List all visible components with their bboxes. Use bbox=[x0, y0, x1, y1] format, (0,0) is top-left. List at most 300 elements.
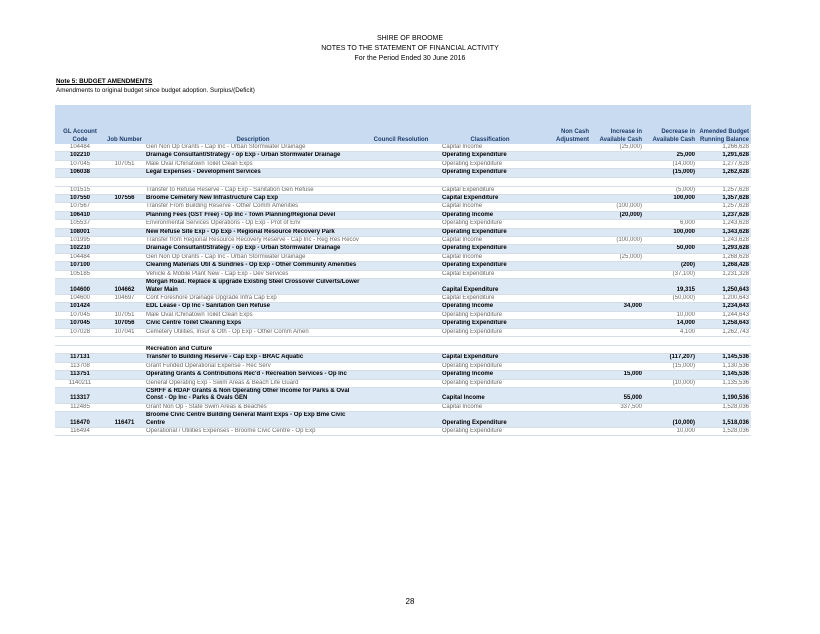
description-cell: Drainage Consultant/Strategy - op Exp - Urban Stormwater Drainage bbox=[144, 245, 362, 253]
balance-cell: 1,257,628 bbox=[697, 186, 751, 194]
table-row bbox=[55, 220, 751, 228]
decrease-cell bbox=[644, 211, 697, 219]
job-number-cell: 107556 bbox=[105, 195, 144, 203]
council-resolution-cell bbox=[362, 253, 440, 261]
non-cash-cell bbox=[540, 328, 591, 336]
gl-code-cell: 107100 bbox=[55, 262, 105, 270]
council-resolution-cell bbox=[362, 195, 440, 203]
classification-cell: Capital Income bbox=[440, 203, 540, 211]
classification-cell: Operating Expenditure bbox=[440, 220, 540, 228]
balance-cell: 1,190,536 bbox=[697, 387, 751, 403]
note-subtitle: Amendments to original budget since budget adoption. Surplus/(Deficit) bbox=[56, 87, 255, 94]
gl-code-cell: 107045 bbox=[55, 311, 105, 319]
job-number-cell: 104662 bbox=[105, 279, 144, 295]
non-cash-cell bbox=[540, 387, 591, 403]
gl-code-cell: 107045 bbox=[55, 160, 105, 168]
gl-code-cell: 104600 bbox=[55, 294, 105, 302]
decrease-cell: (50,000) bbox=[644, 294, 697, 302]
table-row bbox=[55, 303, 751, 311]
non-cash-cell bbox=[540, 303, 591, 311]
table-row bbox=[55, 311, 751, 319]
balance-cell: 1,200,643 bbox=[697, 294, 751, 302]
balance-cell: 1,262,743 bbox=[697, 328, 751, 336]
description-cell: Transfer From Building Reserve - Other Comm Amenities bbox=[144, 203, 362, 211]
gl-code-cell: 102210 bbox=[55, 245, 105, 253]
decrease-cell bbox=[644, 144, 697, 152]
empty-cell bbox=[362, 177, 440, 186]
classification-cell: Capital Income bbox=[440, 387, 540, 403]
table-row bbox=[55, 412, 751, 428]
description-cell: Broome Cemetery New Infrastructure Cap Exp bbox=[144, 195, 362, 203]
empty-cell bbox=[144, 177, 362, 186]
decrease-cell: 6,000 bbox=[644, 220, 697, 228]
decrease-cell bbox=[644, 253, 697, 261]
gl-code-cell: 106038 bbox=[55, 169, 105, 177]
report-title: NOTES TO THE STATEMENT OF FINANCIAL ACTIVITY bbox=[321, 45, 499, 52]
council-resolution-cell bbox=[362, 262, 440, 270]
balance-cell: 1,234,643 bbox=[697, 303, 751, 311]
table-row bbox=[55, 371, 751, 379]
empty-cell bbox=[362, 336, 440, 345]
council-resolution-cell bbox=[362, 371, 440, 379]
empty-cell bbox=[644, 336, 697, 345]
job-number-cell bbox=[105, 428, 144, 436]
increase-cell: 55,000 bbox=[591, 387, 644, 403]
increase-cell bbox=[591, 169, 644, 177]
council-resolution-cell bbox=[362, 403, 440, 411]
description-cell: Vehicle & Mobile Plant New - Cap Exp - Dev Services bbox=[144, 270, 362, 278]
balance-cell: 1,231,328 bbox=[697, 270, 751, 278]
description-cell: Cleaning Materials Util & Sundries - Op Exp - Other Community Amenities bbox=[144, 262, 362, 270]
job-number-cell bbox=[105, 203, 144, 211]
increase-cell bbox=[591, 220, 644, 228]
non-cash-cell bbox=[540, 144, 591, 152]
col-council-resolution: Council Resolution bbox=[362, 105, 440, 144]
job-number-cell bbox=[105, 371, 144, 379]
empty-cell bbox=[55, 336, 105, 345]
council-resolution-cell bbox=[362, 270, 440, 278]
gl-code-cell: 107045 bbox=[55, 320, 105, 328]
non-cash-cell bbox=[540, 203, 591, 211]
classification-cell: Capital Expenditure bbox=[440, 195, 540, 203]
table-row bbox=[55, 345, 751, 353]
job-number-cell: 107051 bbox=[105, 311, 144, 319]
table-row bbox=[55, 237, 751, 245]
empty-cell bbox=[697, 336, 751, 345]
council-resolution-cell bbox=[362, 387, 440, 403]
decrease-cell: (5,000) bbox=[644, 186, 697, 194]
increase-cell bbox=[591, 270, 644, 278]
classification-cell: Operating Expenditure bbox=[440, 328, 540, 336]
table-row bbox=[55, 169, 751, 177]
classification-cell: Operating Income bbox=[440, 303, 540, 311]
non-cash-cell bbox=[540, 345, 591, 353]
balance-cell: 1,250,643 bbox=[697, 279, 751, 295]
balance-cell: 1,243,628 bbox=[697, 220, 751, 228]
classification-cell: Operating Expenditure bbox=[440, 412, 540, 428]
increase-cell bbox=[591, 279, 644, 295]
report-period: For the Period Ended 30 June 2016 bbox=[354, 55, 466, 62]
table-row bbox=[55, 387, 751, 403]
non-cash-cell bbox=[540, 262, 591, 270]
council-resolution-cell bbox=[362, 279, 440, 295]
decrease-cell: (10,000) bbox=[644, 379, 697, 387]
description-cell: Planning Fees (GST Free) - Op Inc - Town Planning/Regional Devel bbox=[144, 211, 362, 219]
gl-code-cell: 105185 bbox=[55, 270, 105, 278]
decrease-cell: (37,100) bbox=[644, 270, 697, 278]
classification-cell: Capital Expenditure bbox=[440, 186, 540, 194]
balance-cell: 1,268,628 bbox=[697, 253, 751, 261]
decrease-cell: (200) bbox=[644, 262, 697, 270]
classification-cell: Operating Expenditure bbox=[440, 362, 540, 370]
job-number-cell bbox=[105, 303, 144, 311]
table-row bbox=[55, 328, 751, 336]
council-resolution-cell bbox=[362, 294, 440, 302]
col-description: Description bbox=[144, 105, 362, 144]
non-cash-cell bbox=[540, 220, 591, 228]
increase-cell bbox=[591, 195, 644, 203]
table-row bbox=[55, 245, 751, 253]
non-cash-cell bbox=[540, 279, 591, 295]
increase-cell bbox=[591, 354, 644, 362]
empty-cell bbox=[105, 177, 144, 186]
job-number-cell bbox=[105, 220, 144, 228]
classification-cell: Capital Expenditure bbox=[440, 279, 540, 295]
table-header-row bbox=[55, 105, 751, 144]
description-cell: Transfer from Regional Resource Recovery Reserve - Cap Inc - Reg Res Recov bbox=[144, 237, 362, 245]
description-cell: Cont Foreshore Drainage Upgrade Infra Cap Exp bbox=[144, 294, 362, 302]
classification-cell: Operating Expenditure bbox=[440, 169, 540, 177]
increase-cell bbox=[591, 160, 644, 168]
description-cell: General Operating Exp - Swim Areas & Beach Life Guard bbox=[144, 379, 362, 387]
council-resolution-cell bbox=[362, 328, 440, 336]
empty-cell bbox=[697, 177, 751, 186]
empty-cell bbox=[440, 336, 540, 345]
council-resolution-cell bbox=[362, 362, 440, 370]
decrease-cell: 14,000 bbox=[644, 320, 697, 328]
increase-cell bbox=[591, 186, 644, 194]
empty-cell bbox=[55, 177, 105, 186]
balance-cell: 1,130,536 bbox=[697, 362, 751, 370]
balance-cell: 1,145,536 bbox=[697, 354, 751, 362]
gl-code-cell: 107550 bbox=[55, 195, 105, 203]
classification-cell: Operating Expenditure bbox=[440, 311, 540, 319]
decrease-cell: 4,100 bbox=[644, 328, 697, 336]
balance-cell: 1,268,428 bbox=[697, 262, 751, 270]
increase-cell bbox=[591, 379, 644, 387]
description-cell: Grant Non Op - State Swim Areas & Beaches bbox=[144, 403, 362, 411]
gl-code-cell: 104600 bbox=[55, 279, 105, 295]
gl-code-cell: 107028 bbox=[55, 328, 105, 336]
balance-cell: 1,357,628 bbox=[697, 195, 751, 203]
table-row bbox=[55, 203, 751, 211]
empty-cell bbox=[540, 336, 591, 345]
decrease-cell: 100,000 bbox=[644, 228, 697, 236]
job-number-cell bbox=[105, 237, 144, 245]
balance-cell: 1,528,036 bbox=[697, 428, 751, 436]
decrease-cell bbox=[644, 203, 697, 211]
description-cell: Gen Non Op Grants - Cap Inc - Urban Stormwater Drainage bbox=[144, 144, 362, 152]
decrease-cell: 10,000 bbox=[644, 428, 697, 436]
description-cell: Morgan Road. Replace & upgrade Existing Steel Crossover Culverts/Lower Water Main bbox=[144, 279, 362, 295]
table-row bbox=[55, 270, 751, 278]
decrease-cell: 19,315 bbox=[644, 279, 697, 295]
gl-code-cell: 101424 bbox=[55, 303, 105, 311]
empty-cell bbox=[105, 336, 144, 345]
note-title: Note 5: BUDGET AMENDMENTS bbox=[56, 78, 153, 85]
non-cash-cell bbox=[540, 371, 591, 379]
decrease-cell bbox=[644, 345, 697, 353]
empty-cell bbox=[591, 336, 644, 345]
balance-cell: 1,258,643 bbox=[697, 320, 751, 328]
job-number-cell bbox=[105, 144, 144, 152]
empty-cell bbox=[440, 177, 540, 186]
description-cell: CSRFF & RDAF Grants & Non Operating Other Income for Parks & Oval Const - Op Inc - Parks & Ovals GEN bbox=[144, 387, 362, 403]
council-resolution-cell bbox=[362, 354, 440, 362]
council-resolution-cell bbox=[362, 169, 440, 177]
non-cash-cell bbox=[540, 186, 591, 194]
increase-cell bbox=[591, 412, 644, 428]
balance-cell: 1,343,628 bbox=[697, 228, 751, 236]
increase-cell bbox=[591, 294, 644, 302]
table-row bbox=[55, 279, 751, 295]
table-row bbox=[55, 228, 751, 236]
gl-code-cell bbox=[55, 345, 105, 353]
description-cell: Male Oval /Chinatown Toilet Clean Exps bbox=[144, 160, 362, 168]
classification-cell: Operating Expenditure bbox=[440, 379, 540, 387]
job-number-cell bbox=[105, 262, 144, 270]
increase-cell bbox=[591, 228, 644, 236]
job-number-cell: 107041 bbox=[105, 328, 144, 336]
non-cash-cell bbox=[540, 169, 591, 177]
non-cash-cell bbox=[540, 428, 591, 436]
description-cell: Transfer to Refuse Reserve - Cap Exp - Sanitation Gen Refuse bbox=[144, 186, 362, 194]
non-cash-cell bbox=[540, 253, 591, 261]
gl-code-cell: 102210 bbox=[55, 152, 105, 160]
gl-code-cell: 107567 bbox=[55, 203, 105, 211]
table-row bbox=[55, 403, 751, 411]
table-row bbox=[55, 320, 751, 328]
job-number-cell bbox=[105, 152, 144, 160]
non-cash-cell bbox=[540, 403, 591, 411]
empty-cell bbox=[644, 177, 697, 186]
table-row bbox=[55, 160, 751, 168]
council-resolution-cell bbox=[362, 203, 440, 211]
council-resolution-cell bbox=[362, 245, 440, 253]
classification-cell: Operating Income bbox=[440, 211, 540, 219]
non-cash-cell bbox=[540, 245, 591, 253]
increase-cell bbox=[591, 345, 644, 353]
col-balance: Amended Budget Running Balance bbox=[697, 105, 751, 144]
balance-cell: 1,277,628 bbox=[697, 160, 751, 168]
job-number-cell bbox=[105, 186, 144, 194]
org-name: SHIRE OF BROOME bbox=[376, 35, 444, 42]
empty-cell bbox=[591, 177, 644, 186]
classification-cell bbox=[440, 345, 540, 353]
balance-cell: 1,518,036 bbox=[697, 412, 751, 428]
gl-code-cell: 116494 bbox=[55, 428, 105, 436]
description-cell: Environmental Services Operations - Op Exp - Prot of Env bbox=[144, 220, 362, 228]
council-resolution-cell bbox=[362, 152, 440, 160]
council-resolution-cell bbox=[362, 428, 440, 436]
description-cell: Broome Civic Centre Building General Maint Exps - Op Exp Bme Civic Centre bbox=[144, 412, 362, 428]
decrease-cell: (10,000) bbox=[644, 412, 697, 428]
balance-cell: 1,237,628 bbox=[697, 211, 751, 219]
job-number-cell: 104697 bbox=[105, 294, 144, 302]
classification-cell: Capital Expenditure bbox=[440, 270, 540, 278]
non-cash-cell bbox=[540, 228, 591, 236]
table-row bbox=[55, 144, 751, 152]
col-gl-account: GL Account Code bbox=[55, 105, 105, 144]
job-number-cell bbox=[105, 345, 144, 353]
balance-cell: 1,291,628 bbox=[697, 152, 751, 160]
gl-code-cell: 104484 bbox=[55, 253, 105, 261]
classification-cell: Operating Expenditure bbox=[440, 262, 540, 270]
balance-cell: 1,257,628 bbox=[697, 203, 751, 211]
council-resolution-cell bbox=[362, 144, 440, 152]
council-resolution-cell bbox=[362, 345, 440, 353]
gl-code-cell: 101515 bbox=[55, 186, 105, 194]
balance-cell: 1,293,628 bbox=[697, 245, 751, 253]
classification-cell: Capital Income bbox=[440, 253, 540, 261]
balance-cell: 1,244,643 bbox=[697, 311, 751, 319]
increase-cell: (25,000) bbox=[591, 253, 644, 261]
job-number-cell: 107051 bbox=[105, 160, 144, 168]
job-number-cell bbox=[105, 362, 144, 370]
increase-cell: (20,000) bbox=[591, 211, 644, 219]
balance-cell: 1,262,628 bbox=[697, 169, 751, 177]
description-cell: Cemetery Utilities, Insur & Oth - Op Exp - Other Comm Amen bbox=[144, 328, 362, 336]
increase-cell bbox=[591, 245, 644, 253]
table-row bbox=[55, 354, 751, 362]
table-row bbox=[55, 186, 751, 194]
decrease-cell: (117,207) bbox=[644, 354, 697, 362]
non-cash-cell bbox=[540, 294, 591, 302]
classification-cell: Operating Expenditure bbox=[440, 152, 540, 160]
gl-code-cell: 106410 bbox=[55, 211, 105, 219]
classification-cell: Operating Expenditure bbox=[440, 245, 540, 253]
description-cell: Drainage Consultant/Strategy - op Exp - Urban Stormwater Drainage bbox=[144, 152, 362, 160]
table-row bbox=[55, 195, 751, 203]
description-cell: Recreation and Culture bbox=[144, 345, 362, 353]
balance-cell: 1,266,628 bbox=[697, 144, 751, 152]
non-cash-cell bbox=[540, 362, 591, 370]
increase-cell bbox=[591, 311, 644, 319]
empty-cell bbox=[540, 177, 591, 186]
gl-code-cell: 117131 bbox=[55, 354, 105, 362]
increase-cell bbox=[591, 152, 644, 160]
council-resolution-cell bbox=[362, 160, 440, 168]
job-number-cell: 107056 bbox=[105, 320, 144, 328]
balance-cell: 1,135,536 bbox=[697, 379, 751, 387]
non-cash-cell bbox=[540, 311, 591, 319]
council-resolution-cell bbox=[362, 186, 440, 194]
table-row bbox=[55, 177, 751, 186]
description-cell: Transfer to Building Reserve - Cap Exp - BRAC Aquatic bbox=[144, 354, 362, 362]
classification-cell: Capital Income bbox=[440, 403, 540, 411]
classification-cell: Operating Expenditure bbox=[440, 320, 540, 328]
council-resolution-cell bbox=[362, 211, 440, 219]
non-cash-cell bbox=[540, 412, 591, 428]
decrease-cell bbox=[644, 237, 697, 245]
col-increase: Increase in Available Cash bbox=[591, 105, 644, 144]
classification-cell: Operating Income bbox=[440, 371, 540, 379]
decrease-cell: 25,000 bbox=[644, 152, 697, 160]
classification-cell: Capital Expenditure bbox=[440, 354, 540, 362]
job-number-cell bbox=[105, 245, 144, 253]
increase-cell bbox=[591, 362, 644, 370]
increase-cell: (100,000) bbox=[591, 203, 644, 211]
gl-code-cell: 101995 bbox=[55, 237, 105, 245]
table-row bbox=[55, 428, 751, 436]
job-number-cell bbox=[105, 379, 144, 387]
classification-cell: Operating Expenditure bbox=[440, 428, 540, 436]
decrease-cell: (15,000) bbox=[644, 169, 697, 177]
council-resolution-cell bbox=[362, 237, 440, 245]
classification-cell: Operating Expenditure bbox=[440, 160, 540, 168]
job-number-cell bbox=[105, 169, 144, 177]
gl-code-cell: 105537 bbox=[55, 220, 105, 228]
council-resolution-cell bbox=[362, 228, 440, 236]
non-cash-cell bbox=[540, 320, 591, 328]
council-resolution-cell bbox=[362, 303, 440, 311]
increase-cell bbox=[591, 328, 644, 336]
table-row bbox=[55, 262, 751, 270]
page-number: 28 bbox=[405, 597, 415, 606]
balance-cell bbox=[697, 345, 751, 353]
description-cell: EDL Lease - Op Inc - Sanitation Gen Refuse bbox=[144, 303, 362, 311]
table-row bbox=[55, 362, 751, 370]
classification-cell: Capital Income bbox=[440, 237, 540, 245]
increase-cell: 337,500 bbox=[591, 403, 644, 411]
non-cash-cell bbox=[540, 379, 591, 387]
council-resolution-cell bbox=[362, 311, 440, 319]
decrease-cell: (15,000) bbox=[644, 362, 697, 370]
empty-cell bbox=[144, 336, 362, 345]
increase-cell bbox=[591, 262, 644, 270]
gl-code-cell: 113751 bbox=[55, 371, 105, 379]
table-row bbox=[55, 336, 751, 345]
classification-cell: Capital Income bbox=[440, 144, 540, 152]
classification-cell: Operating Expenditure bbox=[440, 228, 540, 236]
col-job-number: Job Number bbox=[105, 105, 144, 144]
decrease-cell: 100,000 bbox=[644, 195, 697, 203]
increase-cell: 15,000 bbox=[591, 371, 644, 379]
non-cash-cell bbox=[540, 211, 591, 219]
gl-code-cell: 112485 bbox=[55, 403, 105, 411]
table-row bbox=[55, 253, 751, 261]
decrease-cell: 10,000 bbox=[644, 311, 697, 319]
table-row bbox=[55, 294, 751, 302]
increase-cell bbox=[591, 428, 644, 436]
budget-amendments-table bbox=[55, 105, 751, 436]
description-cell: Grant Funded Operational Expense - Rec Serv bbox=[144, 362, 362, 370]
classification-cell: Capital Expenditure bbox=[440, 294, 540, 302]
job-number-cell bbox=[105, 270, 144, 278]
non-cash-cell bbox=[540, 195, 591, 203]
non-cash-cell bbox=[540, 270, 591, 278]
description-cell: Gen Non Op Grants - Cap Inc - Urban Stormwater Drainage bbox=[144, 253, 362, 261]
increase-cell: (25,000) bbox=[591, 144, 644, 152]
table-row bbox=[55, 211, 751, 219]
decrease-cell bbox=[644, 403, 697, 411]
description-cell: Operating Grants & Contributions Rec'd - Recreation Services - Op Inc bbox=[144, 371, 362, 379]
description-cell: Male Oval /Chinatown Toilet Clean Exps bbox=[144, 311, 362, 319]
balance-cell: 1,243,628 bbox=[697, 237, 751, 245]
balance-cell: 1,528,036 bbox=[697, 403, 751, 411]
col-classification: Classification bbox=[440, 105, 540, 144]
table-row bbox=[55, 152, 751, 160]
